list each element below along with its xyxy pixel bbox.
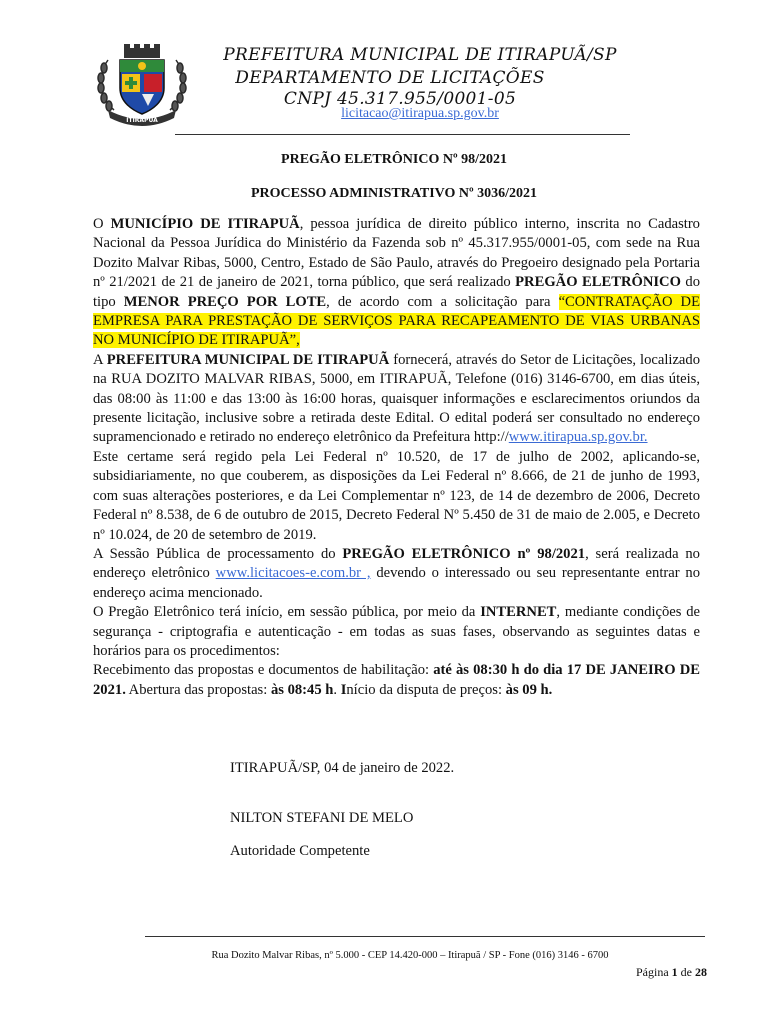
bold-municipio: MUNICÍPIO DE ITIRAPUÃ xyxy=(110,216,300,232)
text: , mediante condições de segurança - criptografia e autenticação - em todas as suas fases, observando as seguintes datas e horários para os procedimentos: xyxy=(93,604,700,659)
bold-internet: INTERNET xyxy=(480,604,557,621)
text: O Pregão Eletrônico terá início, em sessão pública, por meio da xyxy=(93,604,481,621)
header-divider xyxy=(175,134,630,135)
header-email-link[interactable]: licitacao@itirapua.sp.gov.br xyxy=(341,106,499,121)
licitacoes-website-link[interactable]: www.licitacoes-e.com.br , xyxy=(215,565,371,582)
footer-address: Rua Dozito Malvar Ribas, nº 5.000 - CEP 14.420-000 – Itirapuã / SP - Fone (016) 3146 - 6700 xyxy=(211,950,609,961)
title-pregao: PREGÃO ELETRÔNICO Nº 98/2021 xyxy=(281,152,507,167)
bold-tipo: MENOR PREÇO POR LOTE xyxy=(123,293,327,310)
title-processo: PROCESSO ADMINISTRATIVO Nº 3036/2021 xyxy=(250,186,538,201)
laurel-left-icon xyxy=(98,60,114,111)
text: nício da disputa de preços: xyxy=(346,681,506,698)
document-body xyxy=(93,215,700,700)
text: do tipo xyxy=(93,274,700,310)
bold-deadline: até às 08:30 h do dia 17 DE JANEIRO DE 2021. xyxy=(93,662,700,698)
page-total: 28 xyxy=(695,965,707,979)
footer-divider xyxy=(145,936,705,937)
paragraph-info xyxy=(93,351,700,448)
text: Abertura das propostas: xyxy=(125,681,271,698)
text: O xyxy=(93,216,111,232)
text: , será realizada no endereço eletrônico xyxy=(93,545,700,582)
bold-opening-time: às 08:45 h xyxy=(270,681,334,698)
text: A Sessão Pública de processamento do xyxy=(93,545,343,562)
text: Recebimento das propostas e documentos de habilitação: xyxy=(93,662,434,679)
text: fornecerá, através do Setor de Licitações, localizado na RUA DOZITO MALVAR RIBAS, 5000, em ITIRAPUÃ, Telefone (016) 3146-6700, em dias úteis, das 08:00 às 11:00 e das 13:00 às 16:00 horas, quaisquer informações e esclarecimentos oriundos da presente licitação, inclusive sobre a retirada deste Edital. O edital poderá ser consultado no endereço supramencionado e retirado no endereço eletrônico da Prefeitura http:// xyxy=(93,351,701,446)
signer-role: Autoridade Competente xyxy=(230,843,370,859)
page-label: Página xyxy=(636,965,669,979)
header-department: DEPARTAMENTO DE LICITAÇÕES xyxy=(235,68,545,88)
bold-pregao: PREGÃO ELETRÔNICO xyxy=(515,274,681,291)
paragraph-internet xyxy=(93,603,700,661)
shield-icon xyxy=(120,60,164,114)
text: . xyxy=(333,681,341,698)
header-cnpj: CNPJ 45.317.955/0001-05 xyxy=(283,89,517,109)
text: A xyxy=(93,351,107,368)
paragraph-schedule xyxy=(93,661,700,700)
place-date: ITIRAPUÃ/SP, 04 de janeiro de 2022. xyxy=(230,760,455,776)
page-current: 1 xyxy=(671,965,678,979)
mural-crown-icon xyxy=(124,44,160,58)
bold-initial: I xyxy=(340,681,347,698)
page-number xyxy=(636,965,707,980)
text: , pessoa jurídica de direito público interno, inscrita no Cadastro Nacional da Pessoa Jurídica do Ministério da Fazenda sob nº 45.317.955/0001-05, com sede na Rua Dozito Malvar Ribas, 5000, Centro, Estado de São Paulo, através do Pregoeiro designado pela Portaria nº 21/2021 de 21 de janeiro de 2021, torna público, que será realizado xyxy=(93,216,700,291)
paragraph-intro xyxy=(93,215,700,351)
signer-name: NILTON STEFANI DE MELO xyxy=(230,810,414,826)
highlighted-object: “CONTRATAÇÃO DE EMPRESA PARA PRESTAÇÃO DE SERVIÇOS PARA RECAPEAMENTO DE VIAS URBANAS NO MUNICÍPIO DE ITIRAPUÃ”, xyxy=(93,293,700,349)
header-municipality: PREFEITURA MUNICIPAL DE ITIRAPUÃ/SP xyxy=(223,45,617,65)
paragraph-legal: Este certame será regido pela Lei Federal nº 10.520, de 17 de julho de 2002, aplicando-se, subsidiariamente, no que couberem, as disposições da Lei Federal nº 8.666, de 21 de junho de 1993, com suas alterações posteriores, e da Lei Complementar nº 123, de 14 de dezembro de 2006, Decreto Federal nº 8.538, de 6 de outubro de 2015, Decreto Federal Nº 5.450 de 31 de maio de 2.005, e Decreto nº 10.024, de 20 de setembro de 2019. xyxy=(93,448,700,543)
ribbon-text: ITIRAPUÃ xyxy=(126,117,158,124)
paragraph-session xyxy=(93,545,700,603)
page-of: de xyxy=(680,965,692,979)
prefeitura-website-link[interactable]: www.itirapua.sp.gov.br. xyxy=(508,429,648,446)
bold-pregao-number: PREGÃO ELETRÔNICO nº 98/2021 xyxy=(342,545,586,562)
text: , de acordo com a solicitação para xyxy=(326,293,559,310)
text: devendo o interessado ou seu representante entrar no endereço acima mencionado. xyxy=(93,565,700,601)
bold-prefeitura: PREFEITURA MUNICIPAL DE ITIRAPUÃ xyxy=(106,351,390,368)
bold-dispute-time: às 09 h. xyxy=(505,681,553,698)
